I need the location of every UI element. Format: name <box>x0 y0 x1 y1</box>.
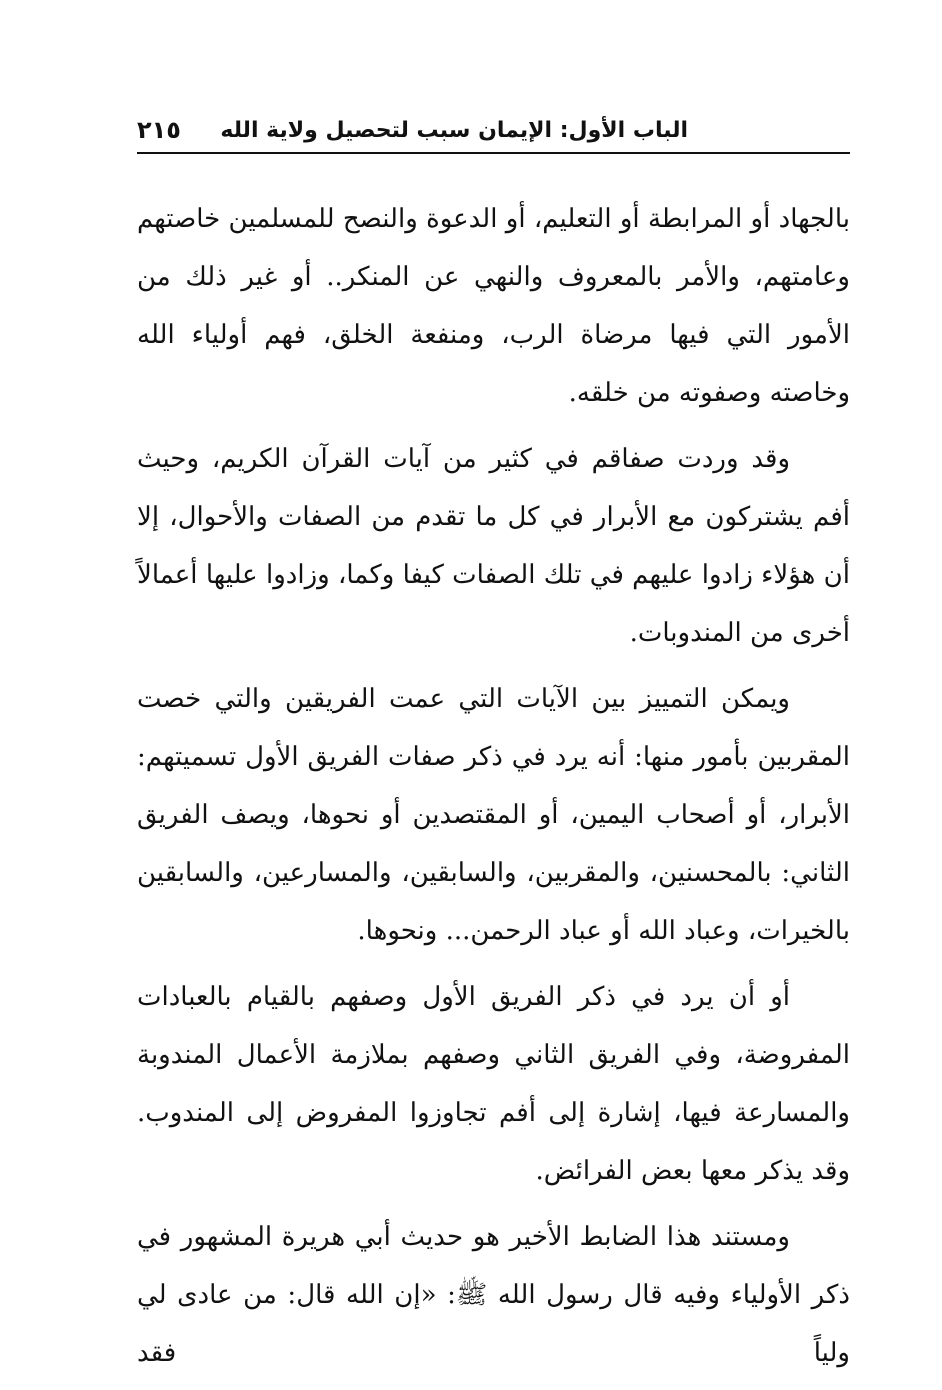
page-number: ٢١٥ <box>137 116 181 144</box>
running-header <box>137 108 850 154</box>
body-text <box>137 190 850 1390</box>
paragraph-4: أو أن يرد في ذكر الفريق الأول وصفهم بالقيام بالعبادات المفروضة، وفي الفريق الثاني وصفهم بملازمة الأعمال المندوبة والمسارعة فيها، إشارة إلى أفم تجاوزوا المفروض إلى المندوب. وقد يذكر معها بعض الفرائض. <box>137 982 850 1186</box>
paragraph-2: وقد وردت صفاقم في كثير من آيات القرآن الكريم، وحيث أفم يشتركون مع الأبرار في كل ما تقدم من الصفات والأحوال، إلا أن هؤلاء زادوا عليهم في تلك الصفات كيفا وكما، وزادوا عليها أعمالاً أخرى من المندوبات. <box>137 444 850 648</box>
paragraph-1: بالجهاد أو المرابطة أو التعليم، أو الدعوة والنصح للمسلمين خاصتهم وعامتهم، والأمر بالمعروف والنهي عن المنكر.. أو غير ذلك من الأمور التي فيها مرضاة الرب، ومنفعة الخلق، فهم أولياء الله وخاصته وصفوته من خلقه. <box>137 204 850 408</box>
chapter-title: الباب الأول: الإيمان سبب لتحصيل ولاية الله <box>220 117 688 143</box>
paragraph-3: ويمكن التمييز بين الآيات التي عمت الفريقين والتي خصت المقربين بأمور منها: أنه يرد في ذكر صفات الفريق الأول تسميتهم: الأبرار، أو أصحاب اليمين، أو المقتصدين أو نحوها، ويصف الفريق الثاني: بالمحسنين، والمقربين، والسابقين، والمسارعين، والسابقين بالخيرات، وعباد الله أو عباد الرحمن... ونحوها. <box>137 684 850 946</box>
paragraph-5: ومستند هذا الضابط الأخير هو حديث أبي هريرة المشهور في ذكر الأولياء وفيه قال رسول الله ﷺ: «إن الله قال: من عادى لي ولياً فقد <box>137 1222 850 1368</box>
